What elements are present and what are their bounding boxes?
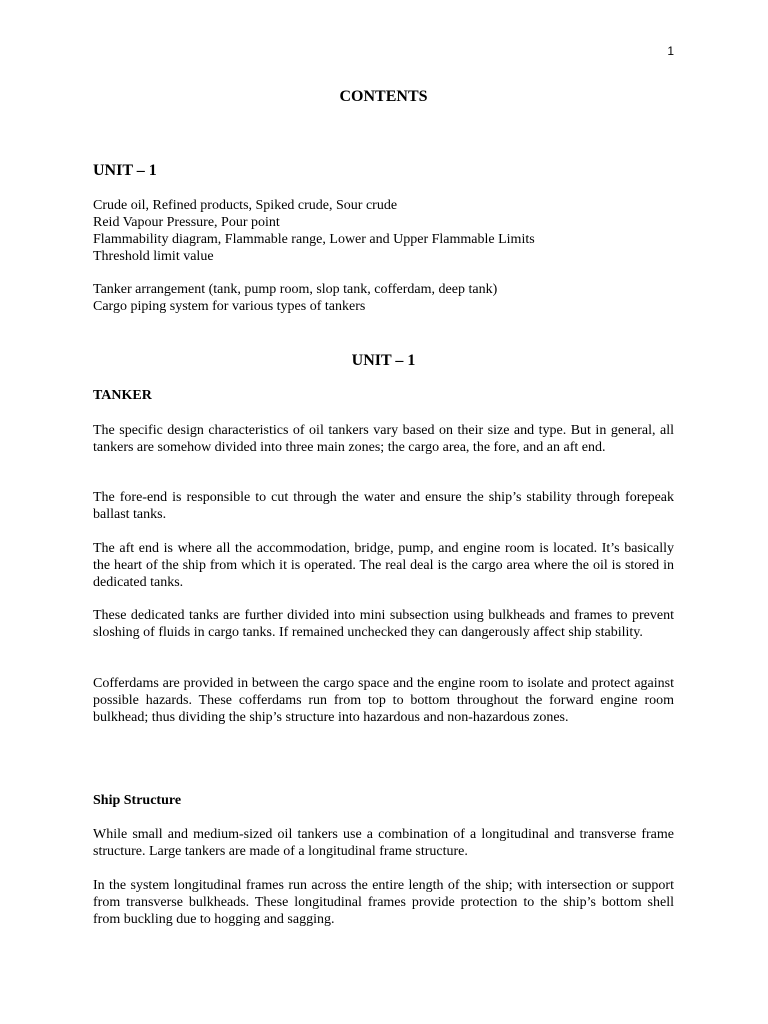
body-paragraph: The fore-end is responsible to cut through the water and ensure the ship’s stability through forepeak ballast tanks.	[93, 490, 674, 522]
body-paragraph: Cofferdams are provided in between the cargo space and the engine room to isolate and protect against possible hazards. These cofferdams run from top to bottom throughout the forward engine room bulkhead; thus dividing the ship’s structure into hazardous and non-hazardous zones.	[93, 676, 674, 725]
toc-topic-item: Threshold limit value	[93, 249, 214, 264]
toc-topic-item: Cargo piping system for various types of tankers	[93, 299, 366, 314]
body-paragraph: In the system longitudinal frames run across the entire length of the ship; with intersection or support from transverse bulkheads. These longitudinal frames provide protection to the ship’s bottom shell from buckling due to hogging and sagging.	[93, 878, 674, 927]
body-paragraph: The specific design characteristics of oil tankers vary based on their size and type. But in general, all tankers are somehow divided into three main zones; the cargo area, the fore, and an aft end.	[93, 423, 674, 455]
body-paragraph: The aft end is where all the accommodation, bridge, pump, and engine room is located. It’s basically the heart of the ship from which it is operated. The real deal is the cargo area where the oil is stored in dedicated tanks.	[93, 541, 674, 590]
toc-topic-item: Flammability diagram, Flammable range, Lower and Upper Flammable Limits	[93, 232, 535, 247]
body-paragraph: While small and medium-sized oil tankers use a combination of a longitudinal and transverse frame structure. Large tankers are made of a longitudinal frame structure.	[93, 827, 674, 859]
page-number: 1	[667, 44, 674, 58]
toc-topic-list	[93, 197, 674, 265]
section-unit-heading: UNIT – 1	[351, 352, 416, 369]
toc-topic-list	[93, 281, 674, 315]
contents-title: CONTENTS	[339, 88, 428, 105]
toc-topic-item: Crude oil, Refined products, Spiked crude, Sour crude	[93, 198, 398, 213]
toc-unit-heading: UNIT – 1	[93, 162, 157, 179]
toc-topic-item: Tanker arrangement (tank, pump room, slop tank, cofferdam, deep tank)	[93, 282, 498, 297]
tanker-heading: TANKER	[93, 388, 152, 403]
toc-topic-item: Reid Vapour Pressure, Pour point	[93, 215, 280, 230]
body-paragraph: These dedicated tanks are further divided into mini subsection using bulkheads and frames to prevent sloshing of fluids in cargo tanks. If remained unchecked they can dangerously affect ship stability.	[93, 608, 674, 640]
ship-structure-heading: Ship Structure	[93, 793, 182, 808]
